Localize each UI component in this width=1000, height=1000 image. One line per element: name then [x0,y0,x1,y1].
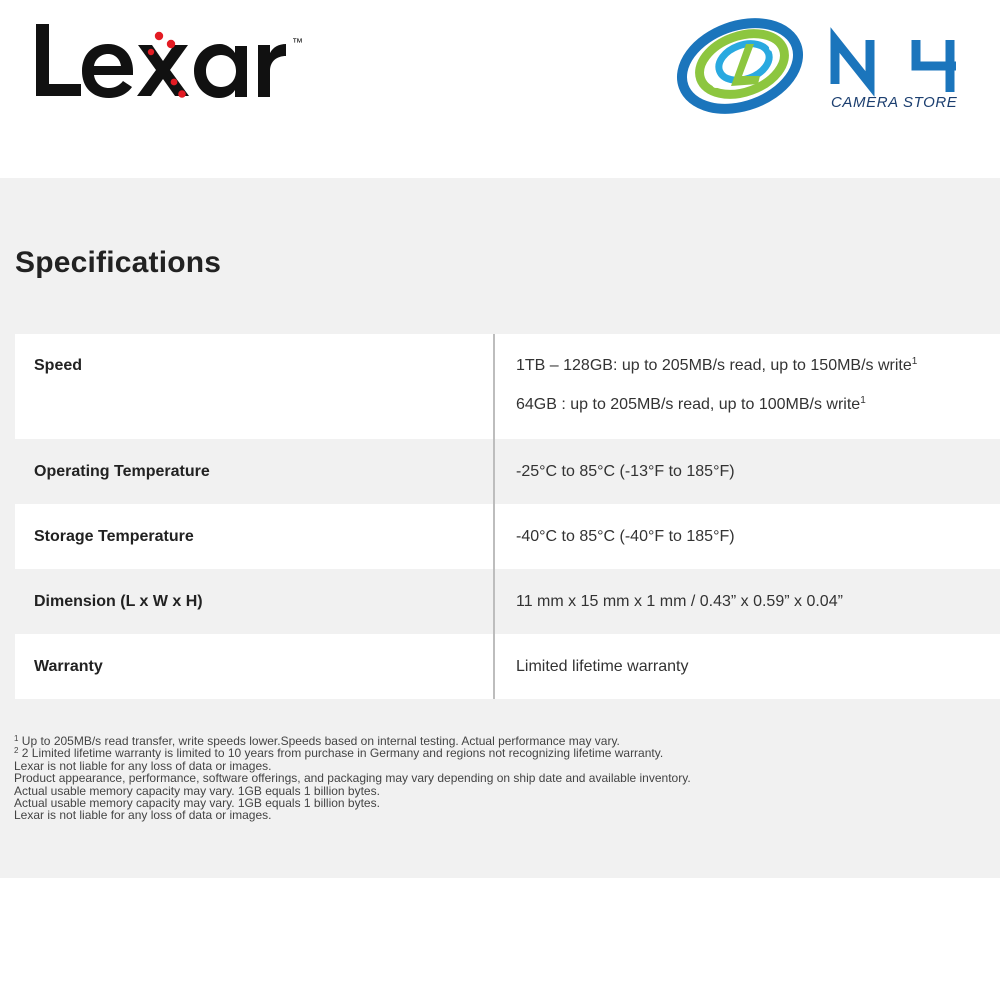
footnote: Actual usable memory capacity may vary. 1GB equals 1 billion bytes. [14,796,380,811]
svg-text:™: ™ [292,37,303,49]
spec-value: -40°C to 85°C (-40°F to 185°F) [516,528,735,545]
spec-value: 11 mm x 15 mm x 1 mm / 0.43” x 0.59” x 0.04” [516,593,843,610]
spec-label: Storage Temperature [15,504,495,569]
table-row [15,504,1000,569]
table-row [15,569,1000,634]
specifications-section [0,178,1000,878]
spec-label: Operating Temperature [15,439,495,504]
table-row [15,634,1000,699]
footnote: $^2$ 2 Limited lifetime warranty is limited to 10 years from purchase in Germany and regions not recognizing lifetime warranty. [14,746,664,761]
header [0,0,1000,178]
footnote: Product appearance, performance, software offerings, and packaging may vary depending on ship date and available inventory. [14,771,691,786]
svg-text:CAMERA STORE: CAMERA STORE [831,94,958,111]
speed-value-line: 64GB : up to 205MB/s read, up to 100MB/s write$^1$ [516,395,866,413]
lexar-logo [30,14,320,104]
footnote: Lexar is not liable for any loss of data or images. [14,758,272,773]
footnote: Actual usable memory capacity may vary. 1GB equals 1 billion bytes. [14,783,380,798]
footnote: Lexar is not liable for any loss of data or images. [14,808,272,823]
spec-value: -25°C to 85°C (-13°F to 185°F) [516,463,735,480]
footnotes [14,735,984,822]
spec-label: Warranty [15,634,495,699]
spec-label: Speed [15,334,495,439]
page-title: Specifications [15,246,222,279]
footnote: $^1$ Up to 205MB/s read transfer, write speeds lower.Speeds based on internal testing. Actual performance may vary. [14,734,620,748]
spec-table [15,334,1000,699]
table-row [15,334,1000,439]
spec-value [495,334,1000,439]
n4-camera-store-logo [676,14,986,126]
spec-value: Limited lifetime warranty [516,658,689,675]
speed-value-line: 1TB – 128GB: up to 205MB/s read, up to 150MB/s write$^1$ [516,356,918,374]
spec-label: Dimension (L x W x H) [15,569,495,634]
table-row [15,439,1000,504]
